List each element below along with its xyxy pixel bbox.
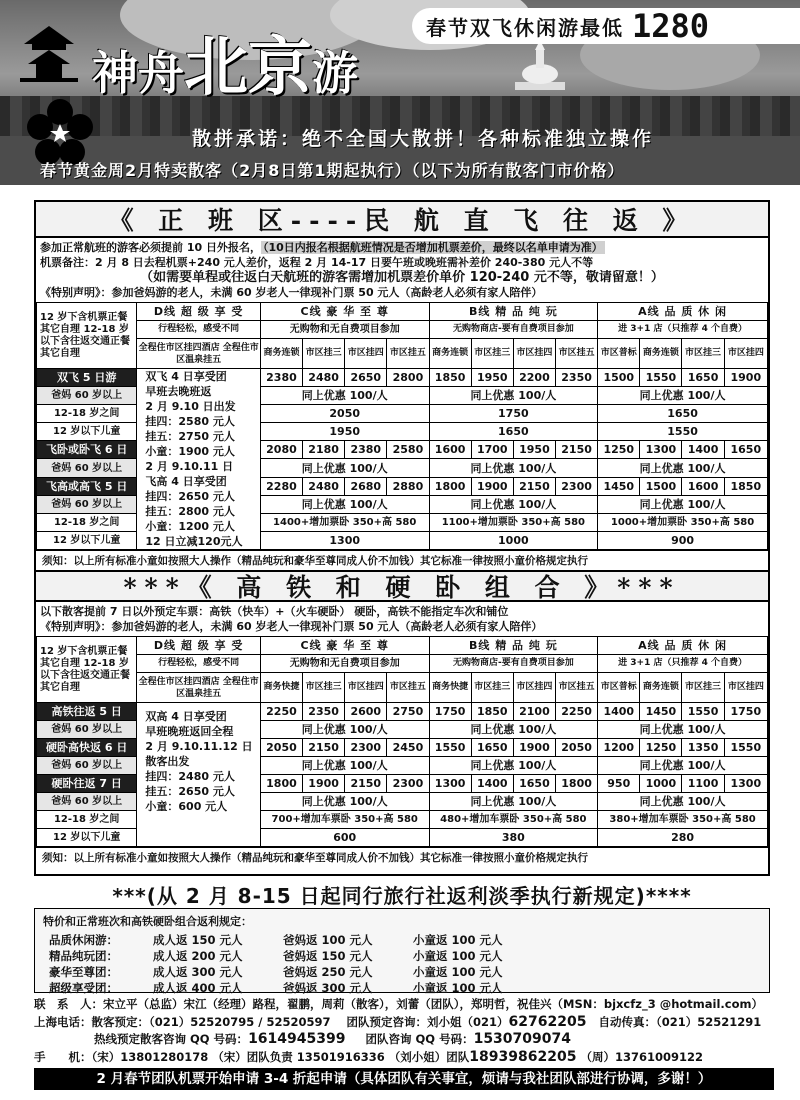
price-cell: 1900	[303, 775, 345, 793]
price-cell: 1500	[640, 477, 682, 495]
price-cell: 1300	[640, 441, 682, 459]
sec1-price-table	[36, 302, 768, 550]
rebate-row: 精品纯玩团： 成人返 200 元人 爸妈返 150 元人 小童返 100 元人	[49, 949, 503, 963]
rebate-subtitle: 特价和正常班次和高铁硬卧组合返利规定：	[43, 915, 252, 928]
white-pagoda-icon	[505, 40, 575, 90]
slogan: 散拼承诺：绝不全国大散拼！各种标准独立操作	[192, 128, 655, 150]
sec2-b-sub: 无购物商店-要有自费项目参加	[429, 655, 598, 673]
sec1-note-1	[36, 240, 768, 255]
sec2-row-label: 12 岁以下儿童	[37, 829, 137, 847]
price-cell: 700+增加车票卧 350+高 580	[260, 811, 429, 829]
price-cell: 同上优惠 100/人	[260, 793, 429, 811]
price-cell: 2250	[260, 703, 302, 721]
price-cell: 同上优惠 100/人	[598, 757, 768, 775]
price-cell: 1250	[640, 739, 682, 757]
price-cell: 1000+增加票卧 350+高 580	[598, 513, 768, 531]
price-cell: 同上优惠 100/人	[598, 793, 768, 811]
sec2-row-label: 爸妈 60 岁以上	[37, 721, 137, 739]
sec1-b-col: 市区挂三	[471, 339, 513, 369]
price-cell: 1650	[598, 405, 768, 423]
sec2-b-col: 市区挂四	[513, 673, 555, 703]
sec1-b-col: 商务连锁	[429, 339, 471, 369]
sec1-b-col: 市区挂五	[556, 339, 598, 369]
price-cell: 2880	[387, 477, 429, 495]
sec1-footer: 须知：以上所有标准小童如按照大人操作（精品纯玩和豪华至尊同成人价不加钱）其它标准一律按照小童价格规定执行	[36, 550, 768, 570]
sec2-price-table	[36, 636, 768, 847]
price-cell: 2580	[387, 441, 429, 459]
sec2-note-1: 以下散客提前 7 日以外预定车票：高铁（快车）+（火车硬卧） 硬卧，高铁不能指定车次和铺位	[40, 605, 509, 618]
price-cell: 2350	[556, 369, 598, 387]
group-mobile: 18939862205	[469, 1048, 577, 1065]
sec1-b-line: B线 精 品 纯 玩	[429, 303, 598, 321]
price-cell: 2300	[345, 739, 387, 757]
sec2-row-label: 硬卧往返 7 日	[37, 775, 137, 793]
price-cell: 同上优惠 100/人	[260, 387, 429, 405]
price-cell: 同上优惠 100/人	[429, 459, 598, 477]
price-cell: 1550	[640, 369, 682, 387]
sec1-c-col: 商务连锁	[260, 339, 302, 369]
price-cell: 1550	[429, 739, 471, 757]
qq-individual: 1614945399	[248, 1031, 346, 1047]
price-cell: 2100	[513, 703, 555, 721]
price-cell: 2150	[556, 441, 598, 459]
price-cell: 2350	[303, 703, 345, 721]
promo-text: 春节双飞休闲游最低	[426, 15, 624, 40]
sec1-row-label: 飞卧或卧飞 6 日	[37, 441, 137, 459]
sec2-footer: 须知：以上所有标准小童如按照大人操作（精品纯玩和豪华至尊同成人价不加钱）其它标准一律按照小童价格规定执行	[36, 847, 768, 867]
sec2-c-line: C线 豪 华 至 尊	[260, 637, 429, 655]
price-cell: 2200	[513, 369, 555, 387]
price-cell: 1900	[513, 739, 555, 757]
sec2-d-line: D线 超 级 享 受	[137, 637, 260, 655]
rebate-row: 豪华至尊团： 成人返 300 元人 爸妈返 250 元人 小童返 100 元人	[49, 965, 503, 979]
sec1-b-sub: 无购物商店-要有自费项目参加	[429, 321, 598, 339]
sec2-c-col: 商务快捷	[260, 673, 302, 703]
price-cell: 1850	[429, 369, 471, 387]
sec1-row-label: 12-18 岁之间	[37, 513, 137, 531]
price-cell: 2280	[260, 477, 302, 495]
price-cell: 同上优惠 100/人	[429, 495, 598, 513]
sec2-a-col: 市区普标	[598, 673, 640, 703]
rebate-row: 品质休闲游： 成人返 150 元人 爸妈返 100 元人 小童返 100 元人	[49, 933, 503, 947]
brand-left: 神舟	[92, 46, 184, 100]
price-cell: 2050	[556, 739, 598, 757]
sec1-a-col: 市区挂三	[682, 339, 724, 369]
price-cell: 1400	[471, 775, 513, 793]
rebate-title: ***(从 2 月 8-15 日起同行旅行社返利淡季执行新规定)****	[112, 884, 692, 908]
contact-qq: 热线预定散客咨询 QQ 号码：1614945399 团队咨询 QQ 号码：1530709074	[94, 1031, 571, 1047]
sec2-c-sub: 无购物和无自费项目参加	[260, 655, 429, 673]
price-cell: 1900	[724, 369, 767, 387]
price-cell: 2450	[387, 739, 429, 757]
price-cell: 1850	[471, 703, 513, 721]
sec1-row-label: 爸妈 60 岁以上	[37, 459, 137, 477]
sec2-a-col: 市区挂三	[682, 673, 724, 703]
sec2-b-col: 市区挂三	[471, 673, 513, 703]
sec2-row-label: 爸妈 60 岁以上	[37, 793, 137, 811]
sec2-b-col: 商务快捷	[429, 673, 471, 703]
sec2-row-label: 高铁往返 5 日	[37, 703, 137, 721]
price-cell: 1950	[513, 441, 555, 459]
price-cell: 1550	[598, 423, 768, 441]
sec1-b-col: 市区挂四	[513, 339, 555, 369]
price-cell: 1750	[429, 405, 598, 423]
sec2-b-col: 市区挂五	[556, 673, 598, 703]
sec1-left-header: 12 岁下含机票正餐其它自理 12-18 岁以下含往返交通正餐其它自理	[37, 303, 137, 369]
sec1-row-label: 双飞 5 日游	[37, 369, 137, 387]
brand-title	[92, 16, 358, 108]
price-cell: 2050	[260, 739, 302, 757]
sec2-c-col: 市区挂四	[345, 673, 387, 703]
price-cell: 1700	[471, 441, 513, 459]
price-cell: 1950	[260, 423, 429, 441]
price-cell: 1250	[598, 441, 640, 459]
price-cell: 2800	[387, 369, 429, 387]
price-cell: 1800	[260, 775, 302, 793]
price-cell: 1350	[682, 739, 724, 757]
sec1-a-sub: 进 3+1 店（只推荐 4 个自费）	[598, 321, 768, 339]
section2-title: ***《 高 铁 和 硬 卧 组 合 》***	[36, 570, 768, 602]
price-cell: 1450	[640, 703, 682, 721]
sec1-d-line: D线 超 级 享 受	[137, 303, 260, 321]
price-cell: 1650	[682, 369, 724, 387]
sec1-note-1b: （10日内报名根据航班情况是否增加机票差价，最终以名单申请为准）	[262, 241, 603, 254]
price-cell: 480+增加车票卧 350+高 580	[429, 811, 598, 829]
price-cell: 1600	[682, 477, 724, 495]
sec1-c-col: 市区挂五	[387, 339, 429, 369]
price-cell: 1650	[471, 739, 513, 757]
sec2-d-route: 双高 4 日享受团 早班晚班返回全程 2 月 9.10.11.12 日 散客出发 挂四：2480 元人 挂五：2650 元人 小童：600 元人	[137, 703, 260, 847]
price-frame	[34, 200, 770, 876]
sec1-c-sub: 无购物和无自费项目参加	[260, 321, 429, 339]
price-cell: 1400+增加票卧 350+高 580	[260, 513, 429, 531]
contact-mobiles: 手 机：（宋）13801280178 （宋）团队负责 13501916336 （刘小姐）团队18939862205 （周）13761009122	[34, 1048, 703, 1065]
sec2-a-col: 市区挂四	[724, 673, 767, 703]
banner-subtitle: 春节黄金周2月特卖散客（2月8日第1期起执行）（以下为所有散客门市价格）	[40, 161, 625, 180]
sec2-a-col: 商务连锁	[640, 673, 682, 703]
sec2-d-sub: 行程轻松，感受不同	[137, 655, 260, 673]
price-cell: 2480	[303, 477, 345, 495]
qq-group: 1530709074	[473, 1031, 571, 1047]
sec1-row-label: 12-18 岁之间	[37, 405, 137, 423]
price-cell: 380	[429, 829, 598, 847]
contact-info	[34, 996, 774, 1090]
sec1-c-col: 市区挂四	[345, 339, 387, 369]
sec2-row-label: 12-18 岁之间	[37, 811, 137, 829]
price-cell: 2050	[260, 405, 429, 423]
sec1-a-line: A线 品 质 休 闲	[598, 303, 768, 321]
promo-price: 1280	[632, 7, 710, 45]
price-cell: 同上优惠 100/人	[429, 757, 598, 775]
price-cell: 同上优惠 100/人	[598, 459, 768, 477]
price-cell: 1500	[598, 369, 640, 387]
price-cell: 1400	[682, 441, 724, 459]
price-cell: 1100	[682, 775, 724, 793]
price-cell: 2600	[345, 703, 387, 721]
sec1-a-col: 市区普标	[598, 339, 640, 369]
sec1-note-4: 《特别声明》：参加爸妈游的老人，未满 60 岁老人一律现补门票 50 元人（高龄老人必须有家人陪伴）	[40, 286, 543, 299]
price-cell: 2480	[303, 369, 345, 387]
final-notice: 2 月春节团队机票开始申请 3-4 折起申请（具体团队有关事宜，烦请与我社团队部进行协调，多谢！）	[34, 1068, 774, 1090]
sec1-c-col: 市区挂三	[303, 339, 345, 369]
price-cell: 2150	[345, 775, 387, 793]
sec2-a-line: A线 品 质 休 闲	[598, 637, 768, 655]
price-cell: 1650	[513, 775, 555, 793]
price-cell: 同上优惠 100/人	[598, 387, 768, 405]
price-cell: 2300	[556, 477, 598, 495]
price-cell: 2680	[345, 477, 387, 495]
price-cell: 900	[598, 531, 768, 549]
sec2-left-header: 12 岁下含机票正餐其它自理 12-18 岁以下含往返交通正餐其它自理	[37, 637, 137, 703]
price-cell: 1650	[724, 441, 767, 459]
sec1-note-3: （如需要单程或往返白天航班的游客需增加机票差价单价 120-240 元不等，敬请留意！）	[140, 270, 664, 285]
price-cell: 280	[598, 829, 768, 847]
price-cell: 2300	[387, 775, 429, 793]
temple-logo-icon	[18, 22, 80, 84]
price-cell: 同上优惠 100/人	[429, 721, 598, 739]
sec1-a-col: 商务连锁	[640, 339, 682, 369]
price-cell: 同上优惠 100/人	[260, 459, 429, 477]
price-cell: 1300	[260, 531, 429, 549]
price-cell: 1750	[724, 703, 767, 721]
price-cell: 同上优惠 100/人	[260, 721, 429, 739]
sec1-note-2: 机票备注：2 月 8 日去程机票+240 元人差价，返程 2 月 14-17 日要午班或晚班需补差价 240-380 元人不等	[40, 256, 594, 269]
rebate-box	[34, 908, 770, 993]
price-cell: 同上优惠 100/人	[598, 721, 768, 739]
price-cell: 1600	[429, 441, 471, 459]
price-cell: 2150	[303, 739, 345, 757]
promo-badge	[412, 8, 800, 44]
price-cell: 同上优惠 100/人	[260, 495, 429, 513]
price-cell: 1200	[598, 739, 640, 757]
sec1-note-1a: 参加正常航班的游客必须提前 10 日外报名，	[40, 241, 261, 254]
sec1-d-sub: 行程轻松，感受不同	[137, 321, 260, 339]
price-cell: 1900	[471, 477, 513, 495]
sec1-row-label: 爸妈 60 岁以上	[37, 495, 137, 513]
price-cell: 同上优惠 100/人	[429, 793, 598, 811]
sec1-d-hotel: 全程住市区挂四酒店 全程住市区温泉挂五	[137, 339, 260, 369]
price-cell: 1950	[471, 369, 513, 387]
price-cell: 2080	[260, 441, 302, 459]
sec2-d-hotel: 全程住市区挂四酒店 全程住市区温泉挂五	[137, 673, 260, 703]
sec2-c-col: 市区挂三	[303, 673, 345, 703]
sec1-d-route: 双飞 4 日享受团 早班去晚班返 2 月 9.10 日出发 挂四：2580 元人 挂五：2750 元人 小童：1900 元人 2 月 9.10.11 日 飞高 4 日享受团 挂四：2650 元人 挂五：2800 元人 小童：1200 元人 12 日立减120元人	[137, 369, 260, 550]
price-cell: 同上优惠 100/人	[260, 757, 429, 775]
price-cell: 600	[260, 829, 429, 847]
price-cell: 1800	[429, 477, 471, 495]
rebate-row: 超级享受团： 成人返 400 元人 爸妈返 300 元人 小童返 100 元人	[49, 981, 503, 995]
sec1-row-label: 12 岁以下儿童	[37, 531, 137, 549]
brand-city: 北京	[184, 30, 312, 105]
sec2-b-line: B线 精 品 纯 玩	[429, 637, 598, 655]
sec1-row-label: 飞高或高飞 5 日	[37, 477, 137, 495]
price-cell: 380+增加车票卧 350+高 580	[598, 811, 768, 829]
sec1-row-label: 12 岁以下儿童	[37, 423, 137, 441]
sec2-a-sub: 进 3+1 店（只推荐 4 个自费）	[598, 655, 768, 673]
group-phone: 62762205	[508, 1013, 587, 1030]
brand-right: 游	[312, 46, 358, 100]
price-cell: 1750	[429, 703, 471, 721]
price-cell: 1550	[724, 739, 767, 757]
price-cell: 1850	[724, 477, 767, 495]
price-cell: 2750	[387, 703, 429, 721]
sec2-row-label: 硬卧高快返 6 日	[37, 739, 137, 757]
sec1-c-line: C线 豪 华 至 尊	[260, 303, 429, 321]
sec1-a-col: 市区挂四	[724, 339, 767, 369]
price-cell: 1000	[640, 775, 682, 793]
sec2-note-2: 《特别声明》：参加爸妈游的老人，未满 60 岁老人一律现补门票 50 元人（高龄老人必须有家人陪伴）	[40, 620, 543, 633]
price-cell: 1300	[724, 775, 767, 793]
sec1-row-label: 爸妈 60 岁以上	[37, 387, 137, 405]
price-cell: 1400	[598, 703, 640, 721]
price-cell: 1800	[556, 775, 598, 793]
price-cell: 2650	[345, 369, 387, 387]
price-cell: 1450	[598, 477, 640, 495]
price-cell: 1550	[682, 703, 724, 721]
sec2-row-label: 爸妈 60 岁以上	[37, 757, 137, 775]
contact-people: 联 系 人：宋立平（总监）宋江（经理）路程，翟鹏，周莉（散客），刘蕾（团队），郑明哲，祝佳兴（MSN：bjxcfz_3 @hotmail.com）	[34, 997, 763, 1011]
price-cell: 950	[598, 775, 640, 793]
price-cell: 1650	[429, 423, 598, 441]
price-cell: 1000	[429, 531, 598, 549]
price-cell: 2380	[260, 369, 302, 387]
price-cell: 2380	[345, 441, 387, 459]
price-cell: 2180	[303, 441, 345, 459]
price-cell: 1100+增加票卧 350+高 580	[429, 513, 598, 531]
contact-phones: 上海电话：散客预定：（021）52520795 / 52520597 团队预定咨询：刘小姐（021）62762205 自动传真：（021）52521291	[34, 1013, 762, 1030]
price-cell: 2150	[513, 477, 555, 495]
price-cell: 同上优惠 100/人	[429, 387, 598, 405]
sec2-c-col: 市区挂五	[387, 673, 429, 703]
price-cell: 同上优惠 100/人	[598, 495, 768, 513]
price-cell: 2250	[556, 703, 598, 721]
section1-title: 《 正 班 区----民 航 直 飞 往 返 》	[36, 202, 768, 238]
price-cell: 1300	[429, 775, 471, 793]
